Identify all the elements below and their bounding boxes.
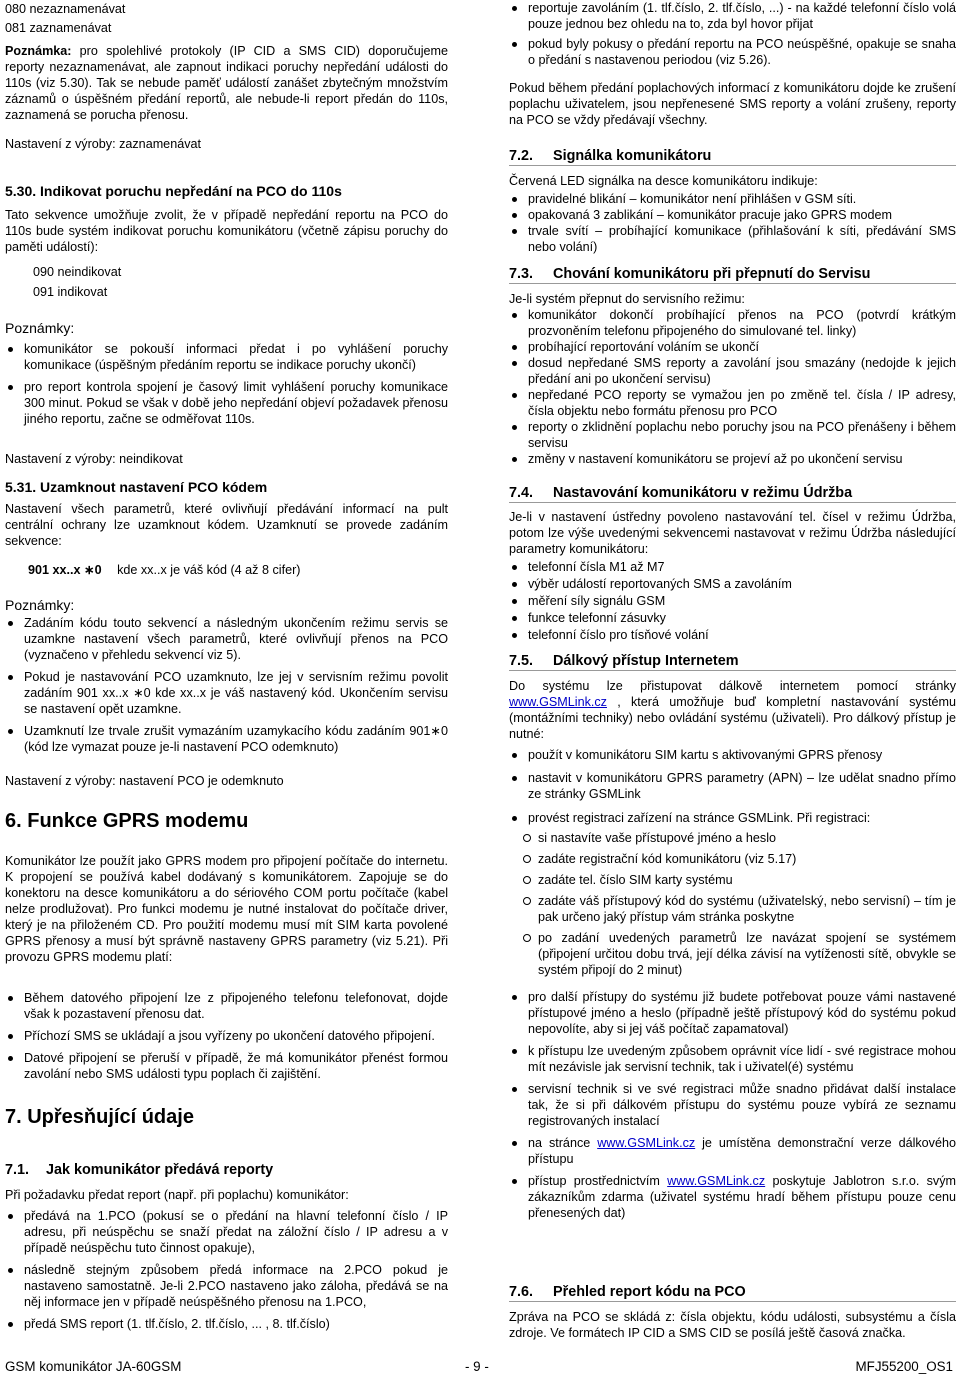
list-item: Zadáním kódu touto sekvencí a následným ukončením režimu servis se uzamkne nastavení všech parametrů, které ovlivňují přenos na PCO (vyznačeno v přehledu sekvencí viz 5). bbox=[5, 615, 448, 663]
list-item: si nastavíte vaše přístupové jméno a heslo bbox=[509, 830, 956, 846]
section-7-1-continued-text: Pokud během předání poplachových informací z komunikátoru dojde ke zrušení poplachu uživatelem, jsou nepřenesené SMS reporty a volání zrušeny, reporty na PCO se vždy předávají všechny. bbox=[509, 81, 956, 127]
section-7-3-text: Je-li systém přepnut do servisního režimu: bbox=[509, 292, 745, 306]
list-item: použít v komunikátoru SIM kartu s aktivovanými GPRS přenosy bbox=[509, 747, 956, 763]
item-text: poskytuje Jablotron s.r.o. svým zákazníkům zdarma (uživatel systému hradí během přístupu pouze cenu přenesených dat) bbox=[528, 1174, 956, 1220]
list-item: následně stejným způsobem předá informace na 2.PCO pokud je nastaveno samostatně. Je-li 2.PCO nastaveno jako záloha, předává se na něj informace jen v případě neúspěšného přenosu na 1.PCO, bbox=[5, 1262, 448, 1310]
list-item: pravidelné blikání – komunikátor není přihlášen v GSM síti. bbox=[509, 191, 956, 207]
section-5-30-text: Tato sekvence umožňuje zvolit, že v případě nepředání reportu na PCO do 110s bude systém indikovat poruchu komunikátoru (včetně zápisu poruchy do paměti událostí): bbox=[5, 208, 448, 254]
section-7-2-header bbox=[509, 148, 956, 166]
item-text: přístup prostřednictvím bbox=[528, 1174, 668, 1188]
list-item: reporty o zklidnění poplachu nebo poruchy jsou na PCO přenášeny i během servisu bbox=[509, 419, 956, 451]
note-paragraph bbox=[5, 43, 448, 123]
section-7-2-num: 7.2. bbox=[509, 148, 534, 164]
list-item: k přístupu lze uvedeným způsobem oprávnit více lidí - své registrace mohou mít nezávisle jak servisní technik, tak i uživatel(é) systému bbox=[509, 1043, 956, 1075]
section-7-5-num: 7.5. bbox=[509, 653, 534, 669]
chapter-6-items bbox=[5, 990, 448, 1082]
options-080-081 bbox=[5, 0, 448, 38]
list-item: zadáte váš přístupový kód do systému (uživatelský, nebo servisní) – tím je pak určeno jaký přístup vám stránka poskytne bbox=[509, 893, 956, 925]
footer-product: GSM komunikátor JA-60GSM bbox=[5, 1359, 182, 1374]
list-item: předá SMS report (1. tlf.číslo, 2. tlf.číslo, ... , 8. tlf.číslo) bbox=[5, 1316, 448, 1332]
factory-default-3: Nastavení z výroby: nastavení PCO je odemknuto bbox=[5, 774, 284, 788]
list-item: zadáte registrační kód komunikátoru (viz 5.17) bbox=[509, 851, 956, 867]
section-7-5-text-b: , která umožňuje buď kompletní nastavování systému (montážními techniky) nebo ovládání systému (uživateli). Pro dálkový přístup je nutné: bbox=[509, 695, 956, 741]
section-7-3-items bbox=[509, 307, 956, 467]
section-7-6-title: Přehled report kódu na PCO bbox=[553, 1284, 746, 1300]
notes-label: Poznámky: bbox=[5, 320, 75, 336]
section-5-30-title: 5.30. Indikovat poruchu nepředání na PCO do 110s bbox=[5, 183, 342, 199]
list-item: funkce telefonní zásuvky bbox=[509, 610, 956, 627]
list-item: servisní technik si ve své registraci může snadno přidávat další instalace tak, že si při dálkovém přístupu do systému pouze vybírá ze seznamu registrovaných instalací bbox=[509, 1081, 956, 1129]
section-7-2-title: Signálka komunikátoru bbox=[553, 148, 712, 164]
list-item: pro další přístupy do systému již budete potřebovat pouze vámi nastavené přístupové jméno a heslo (případně ještě přístupový kód do systému pokud nepovolíte, aby si jej váš počítač zapamatoval) bbox=[509, 989, 956, 1037]
section-5-31-title: 5.31. Uzamknout nastavení PCO kódem bbox=[5, 479, 268, 495]
option-090: 090 neindikovat bbox=[33, 265, 122, 279]
chapter-6-text: Komunikátor lze použít jako GPRS modem pro připojení počítače do internetu. K propojení se používá kabel dodávaný s komunikátorem. Zapojuje se do konektoru na desce komunikátoru a do sériového COM portu počítače (kabel nelze prodlužovat). Pro funkci modemu je nutné instalovat do počítače driver, který je na přiloženém CD. Pro použití modemu musí mít SIM karta povolené GPRS přenosy a musí být správně nastaveny GPRS parametry (viz 5.21). Při provozu GPRS modemu platí: bbox=[5, 854, 448, 964]
section-7-6-text: Zpráva na PCO se skládá z: čísla objektu, kódu události, subsystému a čísla zdroje. Ve formátech IP CID a SMS CID se posílá ještě časová značka. bbox=[509, 1310, 956, 1340]
list-item: výběr událostí reportovaných SMS a zavoláním bbox=[509, 576, 956, 593]
section-7-4-header bbox=[509, 485, 956, 503]
item-text: na stránce bbox=[528, 1136, 598, 1150]
section-5-30-notes bbox=[5, 341, 448, 427]
section-7-5-title: Dálkový přístup Internetem bbox=[553, 653, 739, 669]
footer-doc-code: MFJ55200_OS1 bbox=[855, 1359, 953, 1374]
section-7-1-items bbox=[5, 1208, 448, 1332]
section-7-3-header bbox=[509, 266, 956, 284]
section-7-5-text-a: Do systému lze přistupovat dálkově internetem pomocí stránky bbox=[509, 679, 956, 693]
list-item: reportuje zavoláním (1. tlf.číslo, 2. tlf.číslo, ...) - na každé telefonní číslo volá pouze jednou bez ohledu na to, zda byl hovor přijat bbox=[509, 0, 956, 32]
section-7-4-num: 7.4. bbox=[509, 485, 534, 501]
section-7-5-header bbox=[509, 653, 956, 671]
section-7-5-text bbox=[509, 678, 956, 742]
section-7-4-text: Je-li v nastavení ústředny povoleno nastavování tel. čísel v režimu Údržba, potom lze výše uvedenými sekvencemi nastavovat v režimu Údržba následující parametry komunikátoru: bbox=[509, 510, 956, 556]
list-item: po zadání uvedených parametrů lze navázat spojení se systémem (připojení určitou dobu trvá, její délka závisí na vytíženosti sítě, obvykle se systém připojí do 2 minut) bbox=[509, 930, 956, 978]
list-item: měření síly signálu GSM bbox=[509, 593, 956, 610]
list-item: Uzamknutí lze trvale zrušit vymazáním uzamykacího kódu zadáním 901∗0 (kód lze vymazat pouze je-li nastavení PCO odemknuto) bbox=[5, 723, 448, 755]
gsmlink-link[interactable]: www.GSMLink.cz bbox=[509, 695, 607, 709]
list-item: zadáte tel. číslo SIM karty systému bbox=[509, 872, 956, 888]
option-081: 081 zaznamenávat bbox=[5, 21, 112, 35]
list-item: probíhající reportování voláním se ukončí bbox=[509, 339, 956, 355]
list-item: dosud nepředané SMS reporty a zavolání jsou smazány (nedojde k jejich předání ani po ukončení servisu) bbox=[509, 355, 956, 387]
list-item: trvale svítí – probíhající komunikace (přihlašování k síti, předávání SMS nebo volání) bbox=[509, 223, 956, 255]
option-080: 080 nezaznamenávat bbox=[5, 2, 126, 16]
list-item: Příchozí SMS se ukládají a jsou vyřízeny po ukončení datového připojení. bbox=[5, 1028, 448, 1044]
gsmlink-link[interactable]: www.GSMLink.cz bbox=[667, 1174, 766, 1188]
section-7-1-num: 7.1. bbox=[5, 1162, 30, 1178]
section-5-31-notes bbox=[5, 615, 448, 755]
section-7-2-items bbox=[509, 191, 956, 255]
list-item: telefonní čísla M1 až M7 bbox=[509, 559, 956, 576]
list-item: předává na 1.PCO (pokusí se o předání na hlavní telefonní číslo / IP adresu, při neúspěchu se snaží předat na záložní číslo / IP adresu a v případě neúspěchu tuto činnost opakuje), bbox=[5, 1208, 448, 1256]
list-item: Datové připojení se přeruší v případě, že má komunikátor přenést formou zavolání nebo SMS události typu poplach či zajištění. bbox=[5, 1050, 448, 1082]
list-item bbox=[509, 1173, 956, 1221]
section-7-4-title: Nastavování komunikátoru v režimu Údržba bbox=[553, 485, 853, 501]
section-5-30-options bbox=[5, 262, 448, 302]
section-7-1-title: Jak komunikátor předává reporty bbox=[46, 1162, 274, 1178]
list-item: provést registraci zařízení na stránce GSMLink. Při registraci: bbox=[509, 810, 956, 826]
list-item: opakovaná 3 zablikání – komunikátor pracuje jako GPRS modem bbox=[509, 207, 956, 223]
section-7-2-text: Červená LED signálka na desce komunikátoru indikuje: bbox=[509, 174, 818, 188]
section-7-5-items bbox=[509, 747, 956, 826]
section-7-5-items-2 bbox=[509, 989, 956, 1221]
chapter-6-title: 6. Funkce GPRS modemu bbox=[5, 810, 249, 832]
list-item: komunikátor dokončí probíhající přenos na PCO (potvrdí krátkým prozvoněním telefonu připojeného do simulované tel. linky) bbox=[509, 307, 956, 339]
list-item: Během datového připojení lze z připojeného telefonu telefonovat, dojde však k pozastavení přenosu dat. bbox=[5, 990, 448, 1022]
notes-label-2: Poznámky: bbox=[5, 597, 75, 613]
section-7-6-num: 7.6. bbox=[509, 1284, 534, 1300]
option-091: 091 indikovat bbox=[33, 285, 108, 299]
section-7-3-num: 7.3. bbox=[509, 266, 534, 282]
section-7-3-title: Chování komunikátoru při přepnutí do Servisu bbox=[553, 266, 871, 282]
gsmlink-link[interactable]: www.GSMLink.cz bbox=[597, 1136, 696, 1150]
item-text: je umístěna demonstrační verze dálkového přístupu bbox=[528, 1136, 956, 1166]
section-7-6-header bbox=[509, 1284, 956, 1302]
section-7-1-continued-items bbox=[509, 0, 956, 68]
list-item: nastavit v komunikátoru GPRS parametry (APN) – lze udělat snadno přímo ze stránky GSMLink bbox=[509, 770, 956, 802]
section-5-31-text: Nastavení všech parametrů, které ovlivňují předávání informací na pult centrální ochrany lze uzamknout kódem. Uzamknutí se provede zadáním sekvence: bbox=[5, 502, 448, 548]
lock-sequence-desc: kde xx..x je váš kód (4 až 8 cifer) bbox=[117, 563, 301, 577]
note-label: Poznámka: bbox=[5, 44, 72, 58]
note-text: pro spolehlivé protokoly (IP CID a SMS CID) doporučujeme reporty nezaznamenávat, ale zapnout indikaci poruchy nepředání události do 110s (viz 5.30). Tak se nebude paměť událostí zanášet zbytečným množstvím záznamů o úspěšném předání reportů, ale nebude-li report předán do 110s, zaznamená se porucha přenosu. bbox=[5, 44, 448, 122]
list-item: komunikátor se pokouší informaci předat i po vyhlášení poruchy komunikace (úspěšným předáním reportu se indikace poruchy ukončí) bbox=[5, 341, 448, 373]
list-item: pro report kontrola spojení je časový limit vyhlášení poruchy komunikace 300 minut. Pokud se však v době jeho nepředání objeví požadavek přenosu jiného reportu, začne se odměřovat 110s. bbox=[5, 379, 448, 427]
section-7-4-items bbox=[509, 559, 956, 644]
list-item: telefonní číslo pro tísňové volání bbox=[509, 627, 956, 644]
list-item: nepředané PCO reporty se vymažou jen po změně tel. čísla / IP adresy, čísla objektu nebo formátu přenosu pro PCO bbox=[509, 387, 956, 419]
factory-default-1: Nastavení z výroby: zaznamenávat bbox=[5, 137, 201, 151]
list-item: změny v nastavení komunikátoru se projeví až po ukončení servisu bbox=[509, 451, 956, 467]
lock-sequence: 901 xx..x ∗0 bbox=[28, 563, 102, 577]
list-item: pokud byly pokusy o předání reportu na PCO neúspěšné, opakuje se snaha o předání s nastavenou periodou (viz 5.26). bbox=[509, 36, 956, 68]
section-5-31-sequence bbox=[5, 562, 448, 578]
list-item: Pokud je nastavování PCO uzamknuto, lze jej v servisním režimu povolit zadáním 901 xx..x ∗0 kde xx..x je váš nastavený kód. Ukončením servisu se nastavení opět uzamkne. bbox=[5, 669, 448, 717]
page-number: - 9 - bbox=[465, 1359, 489, 1374]
section-7-1-text: Při požadavku předat report (např. při poplachu) komunikátor: bbox=[5, 1188, 349, 1202]
section-7-5-registration-steps bbox=[509, 830, 956, 978]
list-item bbox=[509, 1135, 956, 1167]
chapter-7-title: 7. Upřesňující údaje bbox=[5, 1106, 194, 1128]
section-7-1-header bbox=[5, 1162, 448, 1179]
factory-default-2: Nastavení z výroby: neindikovat bbox=[5, 452, 183, 466]
